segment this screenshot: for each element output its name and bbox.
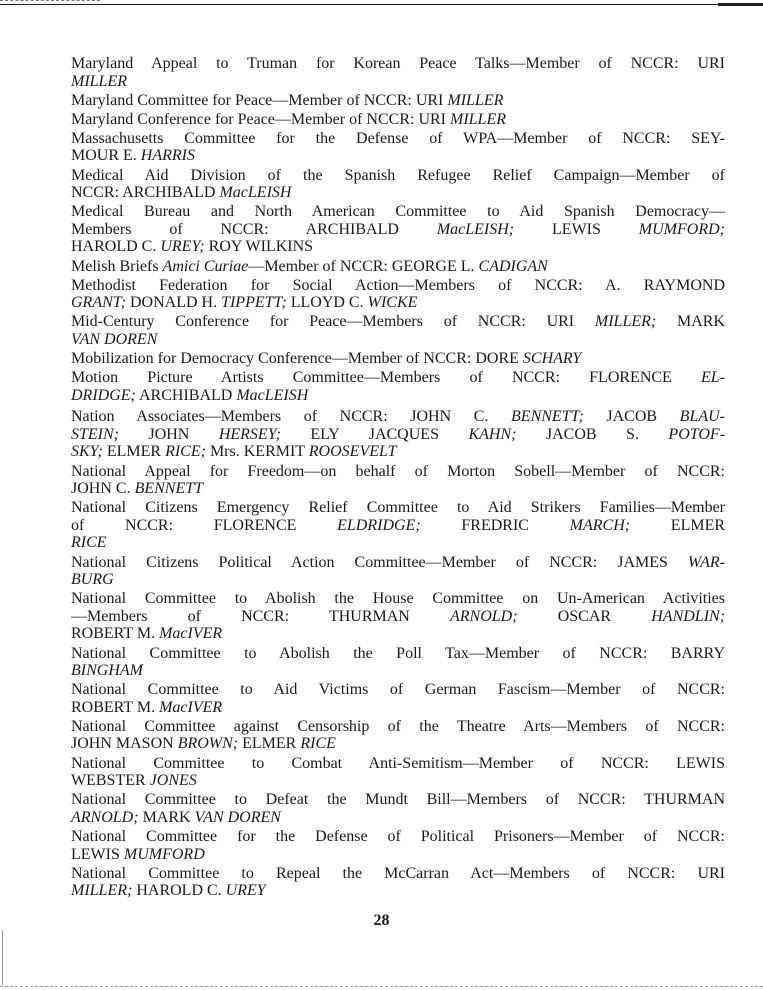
entry: Melish Briefs Amici Curiae—Member of NCCR: GEORGE L. CADIGAN xyxy=(71,257,548,275)
entry: National Appeal for Freedom—on behalf of Morton Sobell—Member of NCCR: JOHN C. BENNETT xyxy=(71,462,725,498)
entry: Nation Associates—Members of NCCR: JOHN C. BENNETT; JACOB BLAU- STEIN; JOHN HERSEY; ELY JACQUES KAHN; JACOB S. POTOF- SKY; ELMER RICE; Mrs. KERMIT ROOSEVELT xyxy=(71,408,726,461)
entry: Motion Picture Artists Committee—Members of NCCR: FLORENCE EL- DRIDGE; ARCHIBALD MacLEISH xyxy=(71,369,725,404)
entry: Medical Aid Division of the Spanish Refugee Relief Campaign—Member of NCCR: ARCHIBALD MacLEISH xyxy=(71,166,725,202)
scan-bottom-edge xyxy=(0,986,763,987)
entry-list xyxy=(71,55,725,901)
entry: National Citizens Political Action Committee—Member of NCCR: JAMES WAR- BURG xyxy=(71,553,725,589)
entry: Maryland Conference for Peace—Member of NCCR: URI MILLER xyxy=(71,110,506,128)
entry: National Committee to Abolish the Poll Tax—Member of NCCR: BARRY BINGHAM xyxy=(71,644,725,680)
entry: Methodist Federation for Social Action—Members of NCCR: A. RAYMOND GRANT; DONALD H. TIPPETT; LLOYD C. WICKE xyxy=(71,276,725,312)
top-rule xyxy=(0,4,763,5)
entry: Maryland Appeal to Truman for Korean Peace Talks—Member of NCCR: URI MILLER xyxy=(71,55,725,90)
entry: National Citizens Emergency Relief Committee to Aid Strikers Families—Member of NCCR: FLORENCE ELDRIDGE; FREDRIC MARCH; ELMER RICE xyxy=(71,499,726,552)
entry: Maryland Committee for Peace—Member of NCCR: URI MILLER xyxy=(71,91,504,109)
entry: Massachusetts Committee for the Defense of WPA—Member of NCCR: SEY- MOUR E. HARRIS xyxy=(71,129,725,165)
entry: Mid-Century Conference for Peace—Members of NCCR: URI MILLER; MARK VAN DOREN xyxy=(71,313,725,348)
page-number: 28 xyxy=(373,912,390,929)
entry: Mobilization for Democracy Conference—Member of NCCR: DORE SCHARY xyxy=(71,350,582,367)
entry: National Committee to Abolish the House Committee on Un-American Activities —Members of NCCR: THURMAN ARNOLD; OSCAR HANDLIN; ROBERT M. MacIVER xyxy=(71,590,726,643)
entry: National Committee for the Defense of Political Prisoners—Member of NCCR: LEWIS MUMFORD xyxy=(71,827,725,863)
entry: National Committee to Combat Anti-Semitism—Member of NCCR: LEWIS WEBSTER JONES xyxy=(71,754,725,790)
entry: Medical Bureau and North American Committee to Aid Spanish Democracy— Members of NCCR: ARCHIBALD MacLEISH; LEWIS MUMFORD; HAROLD C. UREY; ROY WILKINS xyxy=(71,203,725,256)
scan-top-dash xyxy=(0,0,100,1)
top-rule-thick xyxy=(718,3,763,6)
entry: National Committee to Aid Victims of German Fascism—Member of NCCR: ROBERT M. MacIVER xyxy=(71,681,725,716)
scan-left-edge xyxy=(2,930,3,985)
entry: National Committee to Defeat the Mundt Bill—Members of NCCR: THURMAN ARNOLD; MARK VAN DOREN xyxy=(71,791,725,826)
entry: National Committee to Repeal the McCarran Act—Members of NCCR: URI MILLER; HAROLD C. UREY xyxy=(71,864,725,900)
entry: National Committee against Censorship of the Theatre Arts—Members of NCCR: JOHN MASON BROWN; ELMER RICE xyxy=(71,717,725,753)
